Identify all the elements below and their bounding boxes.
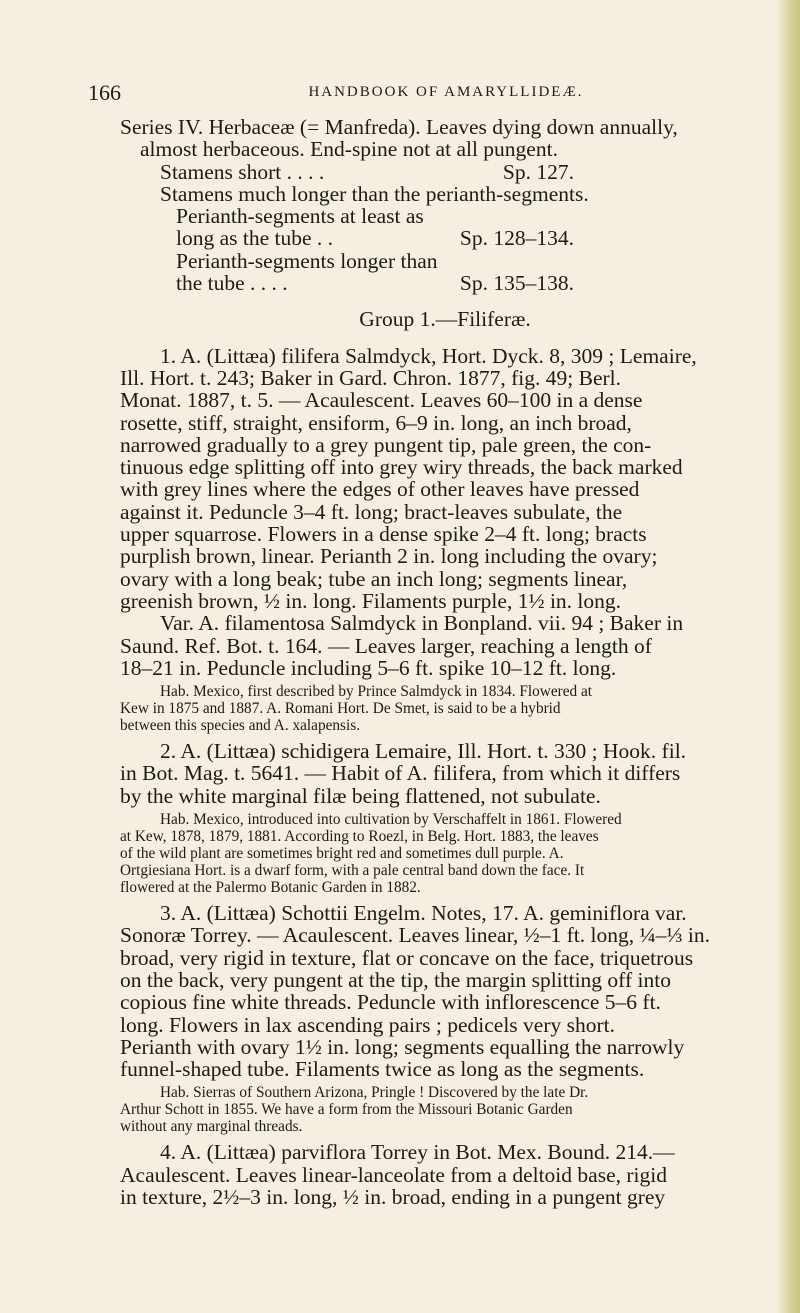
entry-line: upper squarrose. Flowers in a dense spike 2–4 ft. long; bracts [120, 522, 647, 547]
series-text-line: Series IV. Herbaceæ (= Manfreda). Leaves dying down annually, [120, 115, 678, 139]
entry-line: Var. A. filamentosa Salmdyck in Bonpland. vii. 94 ; Baker in [160, 611, 684, 636]
habitat-line: between this species and A. xalapensis. [120, 717, 361, 735]
stamen-key [120, 161, 770, 295]
habitat-line: flowered at the Palermo Botanic Garden in 1882. [120, 879, 421, 897]
habitat-line: of the wild plant are sometimes bright red and sometimes dull purple. A. [120, 845, 564, 863]
key-row [120, 161, 574, 183]
key-row [120, 272, 574, 294]
habitat-note [120, 683, 770, 734]
entry-line: against it. Peduncle 3–4 ft. long; bract-leaves subulate, the [120, 499, 623, 524]
species-entry [120, 740, 770, 896]
key-ref: Sp. 135–138. [459, 271, 574, 296]
page-body [120, 116, 770, 1208]
running-title: HANDBOOK OF AMARYLLIDEÆ. [308, 84, 584, 100]
key-label: Stamens short . . . . [160, 159, 325, 184]
entry-line: narrowed gradually to a grey pungent tip, pale green, the con- [120, 432, 652, 457]
habitat-line: Arthur Schott in 1855. We have a form from the Missouri Botanic Garden [120, 1101, 573, 1119]
entry-line: tinuous edge splitting off into grey wiry threads, the back marked [120, 455, 683, 480]
species-entry [120, 345, 770, 734]
key-row [120, 250, 770, 272]
entry-line: Acaulescent. Leaves linear-lanceolate from a deltoid base, rigid [120, 1162, 667, 1187]
key-ref: Sp. 128–134. [459, 226, 574, 251]
entry-line: Perianth with ovary 1½ in. long; segments equalling the narrowly [120, 1034, 685, 1059]
entry-line: 3. A. (Littæa) Schottii Engelm. Notes, 17. A. geminiflora var. [160, 901, 687, 926]
entry-line: Ill. Hort. t. 243; Baker in Gard. Chron. 1877, fig. 49; Berl. [120, 365, 621, 390]
entry-line: Sonoræ Torrey. — Acaulescent. Leaves linear, ½–1 ft. long, ¼–⅓ in. [120, 923, 710, 948]
habitat-line: at Kew, 1878, 1879, 1881. According to Roezl, in Belg. Hort. 1883, the leaves [120, 828, 599, 846]
key-label: long as the tube . . [176, 226, 334, 251]
page-edge-stain [776, 0, 800, 1313]
entry-line: 2. A. (Littæa) schidigera Lemaire, Ill. Hort. t. 330 ; Hook. fil. [160, 739, 687, 764]
group-heading: Group 1.—Filiferæ. [359, 307, 531, 332]
key-label: Stamens much longer than the perianth-segments. [160, 181, 589, 206]
key-label: Perianth-segments longer than [176, 248, 438, 273]
entry-line: Saund. Ref. Bot. t. 164. — Leaves larger, reaching a length of [120, 633, 652, 658]
entry-line: copious fine white threads. Peduncle with inflorescence 5–6 ft. [120, 990, 661, 1015]
entry-line: with grey lines where the edges of other leaves have pressed [120, 477, 640, 502]
habitat-line: Hab. Mexico, first described by Prince Salmdyck in 1834. Flowered at [160, 683, 593, 701]
key-label: Perianth-segments at least as [176, 204, 424, 229]
species-entry [120, 902, 770, 1135]
page-header [88, 80, 768, 110]
key-label: the tube . . . . [176, 271, 288, 296]
entry-line: long. Flowers in lax ascending pairs ; pedicels very short. [120, 1012, 615, 1037]
key-row [120, 227, 574, 249]
entry-line: 1. A. (Littæa) filifera Salmdyck, Hort. Dyck. 8, 309 ; Lemaire, [160, 343, 697, 368]
habitat-line: Hab. Sierras of Southern Arizona, Pringle ! Discovered by the late Dr. [160, 1084, 589, 1102]
habitat-line: without any marginal threads. [120, 1118, 303, 1136]
series-text-line: almost herbaceous. End-spine not at all pungent. [140, 137, 558, 162]
entry-line: purplish brown, linear. Perianth 2 in. long including the ovary; [120, 544, 658, 569]
habitat-note [120, 811, 770, 896]
habitat-line: Hab. Mexico, introduced into cultivation by Verschaffelt in 1861. Flowered [160, 811, 622, 829]
habitat-line: Ortgiesiana Hort. is a dwarf form, with a pale central band down the face. It [120, 862, 585, 880]
entry-line: on the back, very pungent at the tip, the margin splitting off into [120, 967, 671, 992]
entry-line: in texture, 2½–3 in. long, ½ in. broad, ending in a pungent grey [120, 1184, 666, 1209]
entry-line: 4. A. (Littæa) parviflora Torrey in Bot. Mex. Bound. 214.— [160, 1140, 675, 1165]
entry-line: Monat. 1887, t. 5. — Acaulescent. Leaves 60–100 in a dense [120, 388, 643, 413]
page-number: 166 [88, 80, 121, 105]
entry-line: in Bot. Mag. t. 5641. — Habit of A. filifera, from which it differs [120, 761, 681, 786]
key-row [120, 205, 770, 227]
key-row [120, 183, 770, 205]
entry-line: ovary with a long beak; tube an inch long; segments linear, [120, 566, 628, 591]
entry-line: broad, very rigid in texture, flat or concave on the face, triquetrous [120, 945, 694, 970]
entry-line: 18–21 in. Peduncle including 5–6 ft. spike 10–12 ft. long. [120, 655, 617, 680]
key-ref: Sp. 127. [502, 159, 574, 184]
entry-line: rosette, stiff, straight, ensiform, 6–9 in. long, an inch broad, [120, 410, 632, 435]
habitat-line: Kew in 1875 and 1887. A. Romani Hort. De Smet, is said to be a hybrid [120, 700, 561, 718]
entry-line: funnel-shaped tube. Filaments twice as long as the segments. [120, 1057, 645, 1082]
entry-line: greenish brown, ½ in. long. Filaments purple, 1½ in. long. [120, 588, 622, 613]
entry-line: by the white marginal filæ being flattened, not subulate. [120, 783, 601, 808]
species-entry [120, 1141, 770, 1208]
habitat-note [120, 1084, 770, 1135]
